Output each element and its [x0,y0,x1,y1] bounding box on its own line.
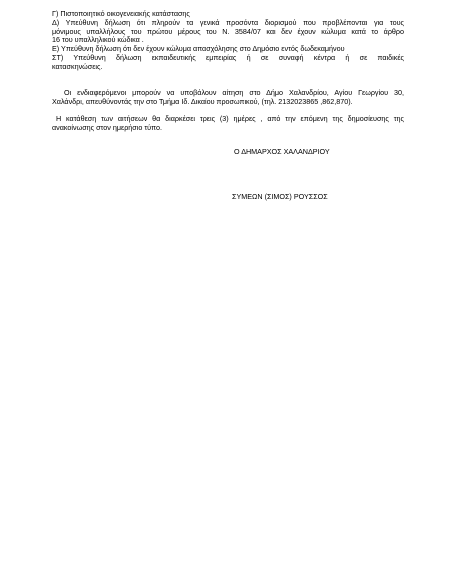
requirement-item-st-line-2: κατασκηνώσεις. [52,61,103,71]
application-paragraph-line-2: Χαλάνδρι, απευθύνοντάς την στο Τμήμα Ιδ. Δικαίου προσωπικού, (τηλ. 2132023865 ,862,870). [52,96,353,106]
signature-name: ΣΥΜΕΩΝ (ΣΙΜΟΣ) ΡΟΥΣΣΟΣ [232,192,328,201]
requirement-item-d-line-3: 16 του υπαλληλικού κώδικα . [52,35,144,45]
requirement-item-d-line-1: Δ) Υπεύθυνη δήλωση ότι πληρούν τα γενικά προσόντα διορισμού που προβλέπονται για τους [52,18,404,27]
deadline-paragraph-line-1: Η κατάθεση των αιτήσεων θα διαρκέσει τρεις (3) ημέρες , από την επόμενη της δημοσίευσης της [56,114,404,123]
application-paragraph-line-1: Οι ενδιαφερόμενοι μπορούν να υποβάλουν αίτηση στο Δήμο Χαλανδρίου, Αγίου Γεωργίου 30, [64,88,404,97]
deadline-paragraph [52,115,404,132]
deadline-paragraph-line-2: ανακοίνωσης στον ημερήσιο τύπο. [52,122,162,132]
requirement-item-d-line-2: μόνιμους υπαλλήλους του πρώτου μέρους του Ν. 3584/07 και δεν έχουν κώλυμα κατά το άρθρο [52,26,404,36]
requirement-item-d [52,19,404,45]
requirement-item-st-line-1: ΣΤ) Υπεύθυνη δήλωση εκπαιδευτικής εμπειρίας ή σε συναφή κέντρα ή σε παιδικές [52,53,404,62]
requirement-item-st [52,54,404,71]
requirement-item-g-text: Γ) Πιστοποιητικό οικογενειακής κατάστασης [52,9,190,18]
application-paragraph [52,89,404,106]
requirement-item-e-line-1: Ε) Υπεύθυνη δήλωση ότι δεν έχουν κώλυμα απασχόλησης στο Δημόσιο εντός δωδεκαμήνου [52,44,345,53]
signature-title: Ο ΔΗΜΑΡΧΟΣ ΧΑΛΑΝΔΡΙΟΥ [234,147,330,156]
